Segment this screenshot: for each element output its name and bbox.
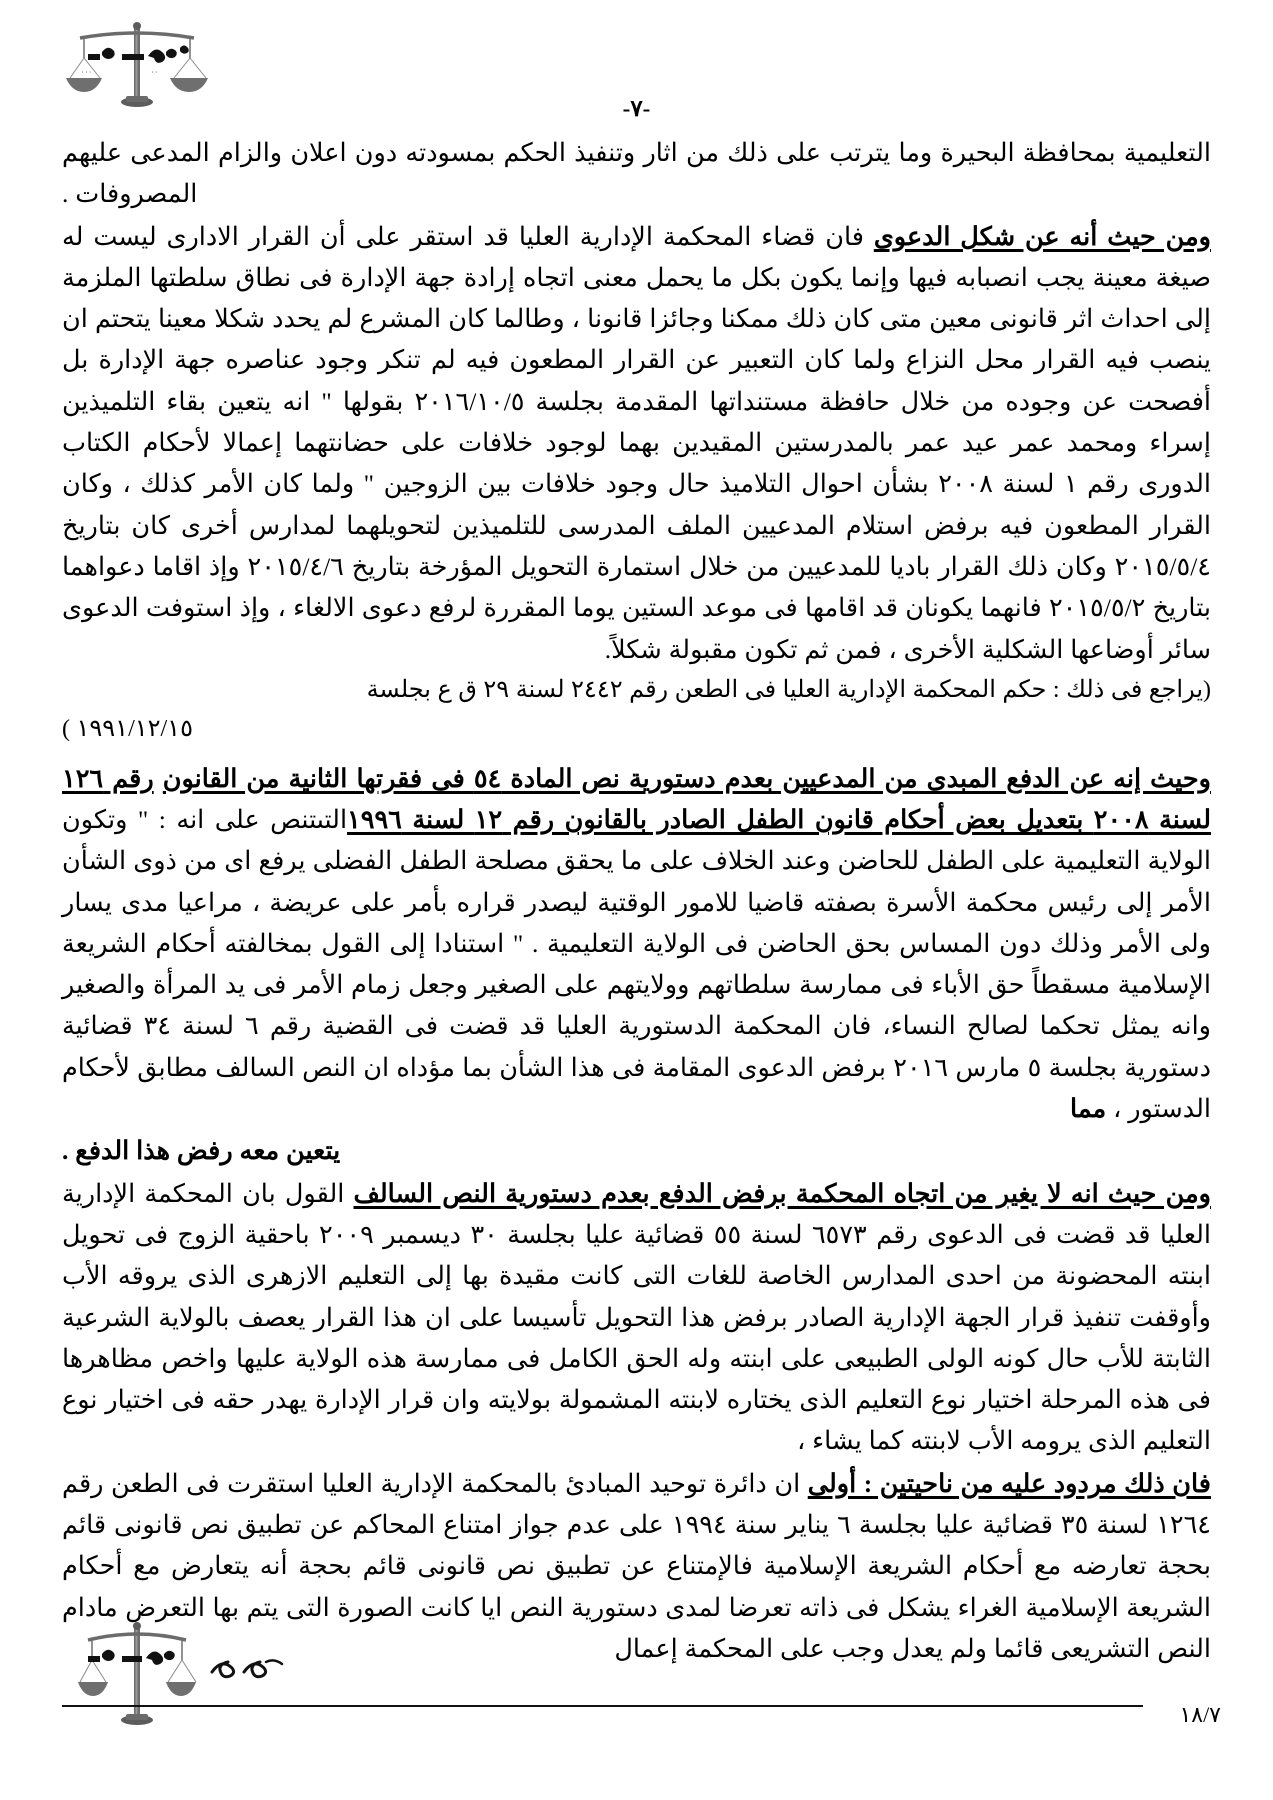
citation-1-line-2 (62, 710, 1211, 748)
paragraph-3-bold-tail-1: مما (1070, 1094, 1107, 1124)
spacer (62, 750, 1211, 758)
council-of-state-logo-footer (78, 1610, 198, 1740)
paragraph-3-bold-tail-2: يتعين معه رفض هذا الدفع . (62, 1136, 341, 1166)
paragraph-5-text: ان دائرة توحيد المبادئ بالمحكمة الإدارية العليا استقرت فى الطعن رقم ١٢٦٤ لسنة ٣٥ قضائية عليا بجلسة ٦ يناير سنة ١٩٩٤ على عدم جواز امتناع المحاكم عن تطبيق نص قانونى قائم بحجة تعارضه مع أحكام الشريعة الإسلامية فالإمتناع عن تطبيق نص قانونى قائم بحجة أنه يتعارض مع أحكام الشريعة الإسلامية الغراء يشكل فى ذاته تعرضا لمدى دستورية النص ايا كانت الصورة التى يتم بها التعرض مادام النص التشريعى قائما ولم يعدل وجب على المحكمة إعمال (62, 1468, 1212, 1663)
svg-text:٠٠: ٠٠ (150, 68, 158, 76)
citation-1-line-1-text: (يراجع فى ذلك : حكم المحكمة الإدارية العليا فى الطعن رقم ٢٤٤٢ لسنة ٢٩ ق ع بجلسة (366, 676, 1211, 703)
paragraph-5-heading: فان ذلك مردود عليه من ناحيتين : أولى (807, 1468, 1211, 1498)
paragraph-4 (62, 1173, 1211, 1462)
paragraph-4-text: القول بان المحكمة الإدارية العليا قد قضت فى الدعوى رقم ٦٥٧٣ لسنة ٥٥ قضائية عليا بجلسة ٣٠ ديسمبر ٢٠٠٩ باحقية الزوج فى تحويل ابنته المحضونة من احدى المدارس الخاصة للغات التى كانت مقيدة بها إلى التعليم الازهرى الذى يروقه الأب وأوقفت تنفيذ قرار الجهة الإدارية الصادر برفض هذا التحويل تأسيسا على ان هذا القرار يعصف بالولاية الشرعية الثابتة للأب حال كونه الولى الطبيعى على ابنته وله الحق الكامل فى ممارسة هذه الولاية عليها واخص مظاهرها فى هذه المرحلة اختيار نوع التعليم الذى يختاره لابنته المشمولة بولايته وان قرار الإدارة يهدر حقه فى اختيار نوع التعليم الذى يرومه الأب لابنته كما يشاء ، (62, 1178, 1211, 1456)
paragraph-3 (62, 758, 1211, 1130)
paragraph-3-heading-line-1: وحيث إنه عن الدفع المبدى من المدعيين بعدم دستورية نص المادة ٥٤ فى فقرتها الثانية من القانون (162, 763, 1211, 793)
paragraph-3-text: تنص على انه : " وتكون الولاية التعليمية على الطفل للحاضن وعند الخلاف على ما يحقق مصلحة الطفل الفضلى يرفع اى من ذوى الشأن الأمر إلى رئيس محكمة الأسرة بصفته قاضيا للامور الوقتية ليصدر قراره بأمر على عريضة ، مراعيا مدى يسار ولى الأمر وذلك دون المساس بحق الحاضن فى الولاية التعليمية . " استنادا إلى القول بمخالفته أحكام الشريعة الإسلامية مسقطاً حق الأباء فى ممارسة سلطاتهم وولايتهم على الصغير وجعل زمام الأمر فى يد المرأة والصغير وانه يمثل تحكما لصالح النساء، فان المحكمة الدستورية العليا قد قضت فى القضية رقم ٦ لسنة ٣٤ قضائية دستورية بجلسة ٥ مارس ٢٠١٦ برفض الدعوى المقامة فى هذا الشأن بما مؤداه ان النص السالف مطابق لأحكام الدستور ، (62, 804, 1212, 1124)
svg-text:٠٠٠: ٠٠٠ (80, 68, 92, 76)
paragraph-2 (62, 216, 1211, 670)
document-body (62, 132, 1211, 1670)
paragraph-1 (62, 132, 1211, 215)
paragraph-3-heading-tail: التى (316, 804, 348, 834)
paragraph-4-heading: ومن حيث انه لا يغير من اتجاه المحكمة برفض الدفع بعدم دستورية النص السالف (353, 1178, 1211, 1208)
page-number-top: -٧- (622, 96, 651, 121)
citation-1-line-1 (62, 671, 1211, 709)
paragraph-2-heading: ومن حيث أنه عن شكل الدعوى (873, 221, 1211, 251)
signature-mark (208, 1650, 288, 1682)
paragraph-2-text: فان قضاء المحكمة الإدارية العليا قد استقر على أن القرار الادارى ليست له صيغة معينة يجب انصبابه فيها وإنما يكون بكل ما يحمل معنى اتجاه إرادة جهة الإدارة فى نطاق سلطتها الملزمة إلى احداث اثر قانونى معين متى كان ذلك ممكنا وجائزا قانونا ، وطالما كان المشرع لم يحدد شكلا معينا يتحتم ان ينصب فيه القرار محل النزاع ولما كان التعبير عن القرار المطعون فيه لم تنكر وجود عناصره جهة الإدارة بل أفصحت عن وجوده من خلال حافظة مستنداتها المقدمة بجلسة ٢٠١٦/١٠/٥ بقولها " انه يتعين بقاء التلميذين إسراء ومحمد عمر عيد عمر بالمدرستين المقيدين بهما لوجود خلافات على حضانتهما إعمالا لأحكام الكتاب الدورى رقم ١ لسنة ٢٠٠٨ بشأن احوال التلاميذ حال وجود خلافات بين الزوجين " ولما كان الأمر كذلك ، وكان القرار المطعون فيه برفض استلام المدعيين الملف المدرسى للتلميذين لتحويلهما لمدارس أخرى كان بتاريخ ٢٠١٥/٥/٤ وكان ذلك القرار باديا للمدعيين من خلال استمارة التحويل المؤرخة بتاريخ ٢٠١٥/٤/٦ وإذ اقاما دعواهما بتاريخ ٢٠١٥/٥/٢ فانهما يكونان قد اقامها فى موعد الستين يوما المقررة لرفع دعوى الالغاء ، وإذ استوفت الدعوى سائر أوضاعها الشكلية الأخرى ، فمن ثم تكون مقبولة شكلاً. (62, 221, 1211, 664)
paragraph-3-heading-line-2: رقم ١٢٦ لسنة ٢٠٠٨ بتعديل بعض أحكام قانون الطفل الصادر بالقانون رقم ١٢ لسنة ١٩٩٦ (62, 763, 1211, 834)
page-header (0, 0, 1273, 121)
page-footer (0, 1590, 1273, 1800)
citation-1-line-2-text: ١٩٩١/١٢/١٥ ) (62, 716, 193, 743)
page-number-footer: ١٨/٧ (1179, 1702, 1221, 1727)
footer-divider (62, 1705, 1143, 1707)
paragraph-3-bold-tail-2-line (62, 1130, 1211, 1171)
paragraph-1-text: التعليمية بمحافظة البحيرة وما يترتب على ذلك من اثار وتنفيذ الحكم بمسودته دون اعلان والزام المدعى عليهم المصروفات . (62, 138, 1211, 209)
